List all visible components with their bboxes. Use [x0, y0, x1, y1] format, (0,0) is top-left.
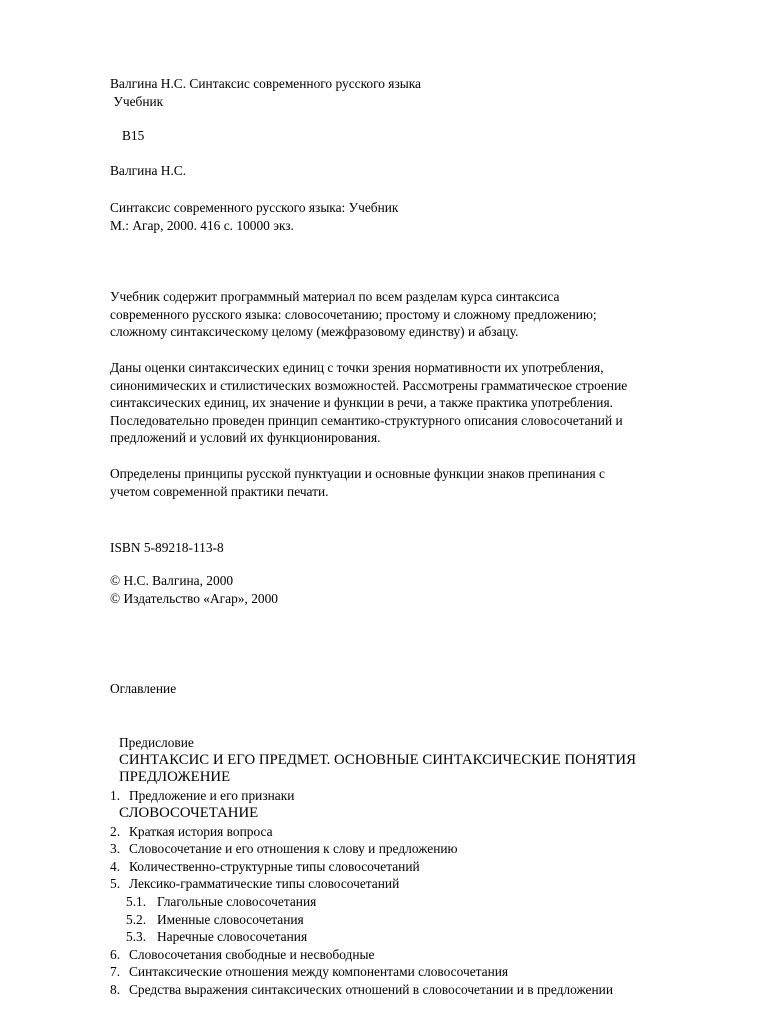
annotation-paragraph-2 [110, 359, 627, 447]
toc-item-number: 7. [110, 964, 121, 980]
toc-item-text: Синтаксические отношения между компонентами словосочетания [129, 964, 509, 980]
table-of-contents [110, 734, 710, 999]
toc-section-sentence[interactable]: ПРЕДЛОЖЕНИЕ [119, 769, 231, 786]
toc-item-number: 5. [110, 876, 121, 892]
annotation-line: учетом современной практики печати. [110, 483, 329, 499]
toc-item[interactable] [110, 858, 710, 876]
bibliographic-record [110, 199, 398, 234]
toc-heading: Оглавление [110, 681, 177, 696]
toc-item-text: Словосочетания свободные и несвободные [129, 946, 375, 962]
publisher-info: М.: Агар, 2000. 416 с. 10000 экз. [110, 217, 294, 233]
annotation-paragraph-1 [110, 288, 597, 341]
header-subtitle-line: Учебник [110, 93, 164, 109]
annotation-line: Последовательно проведен принцип семантико-структурного описания словосочетаний и [110, 412, 623, 428]
toc-item-text: Словосочетание и его отношения к слову и предложению [129, 841, 458, 857]
annotation-line: сложному синтаксическому целому (межфразовому единству) и абзацу. [110, 324, 519, 340]
toc-preface[interactable]: Предисловие [119, 735, 194, 750]
toc-item[interactable] [110, 840, 710, 858]
header-title-line: Валгина Н.С. Синтаксис современного русского языка [110, 76, 421, 91]
copyright-author: © Н.С. Валгина, 2000 [110, 573, 234, 588]
toc-item-text: Количественно-структурные типы словосочетаний [129, 858, 420, 874]
header-block [110, 75, 421, 110]
toc-subitem[interactable] [110, 928, 710, 946]
annotation-line: Даны оценки синтаксических единиц с точки зрения нормативности их употребления, [110, 360, 604, 375]
toc-item-text: Средства выражения синтаксических отношений в словосочетании и в предложении [129, 981, 613, 997]
annotation-line: Учебник содержит программный материал по всем разделам курса синтаксиса [110, 289, 560, 304]
toc-section-syntax[interactable]: СИНТАКСИС И ЕГО ПРЕДМЕТ. ОСНОВНЫЕ СИНТАКСИЧЕСКИЕ ПОНЯТИЯ [119, 751, 636, 768]
toc-subitem-number: 5.2. [126, 911, 147, 927]
annotation-paragraph-3 [110, 465, 605, 500]
copyright-block [110, 572, 278, 607]
toc-subitem-text: Именные словосочетания [157, 911, 304, 927]
toc-item-number: 4. [110, 858, 121, 874]
toc-item-text: Предложение и его признаки [129, 788, 295, 804]
toc-item[interactable] [110, 875, 710, 893]
toc-item[interactable] [110, 981, 710, 999]
copyright-publisher: © Издательство «Агар», 2000 [110, 590, 278, 606]
toc-subitem-number: 5.3. [126, 929, 147, 945]
library-code: В15 [122, 128, 145, 143]
toc-item-number: 1. [110, 788, 121, 804]
toc-item[interactable] [110, 823, 710, 841]
toc-item-number: 2. [110, 823, 121, 839]
annotation-line: предложений и условий их функционирования. [110, 430, 381, 446]
toc-subitem-text: Наречные словосочетания [157, 929, 308, 945]
toc-item-text: Краткая история вопроса [129, 823, 273, 839]
annotation-line: современного русского языка: словосочетанию; простому и сложному предложению; [110, 306, 597, 322]
annotation-line: синонимических и стилистических возможностей. Рассмотрены грамматическое строение [110, 377, 628, 393]
toc-section-phrase[interactable]: СЛОВОСОЧЕТАНИЕ [119, 804, 259, 821]
annotation-line: Определены принципы русской пунктуации и основные функции знаков препинания с [110, 466, 606, 481]
toc-subitem[interactable] [110, 911, 710, 929]
toc-item[interactable] [110, 963, 710, 981]
toc-item[interactable] [110, 946, 710, 964]
toc-item[interactable] [110, 787, 710, 805]
book-title: Синтаксис современного русского языка: Учебник [110, 200, 399, 215]
annotation-line: синтаксических единиц, их значение и функции в речи, а также практика употребления. [110, 395, 613, 411]
toc-item-text: Лексико-грамматические типы словосочетаний [129, 876, 400, 892]
toc-subitem[interactable] [110, 893, 710, 911]
author-name: Валгина Н.С. [110, 163, 187, 178]
toc-item-number: 3. [110, 841, 121, 857]
isbn: ISBN 5-89218-113-8 [110, 540, 224, 555]
toc-item-number: 8. [110, 981, 121, 997]
toc-subitem-number: 5.1. [126, 893, 147, 909]
toc-subitem-text: Глагольные словосочетания [157, 893, 317, 909]
toc-item-number: 6. [110, 946, 121, 962]
